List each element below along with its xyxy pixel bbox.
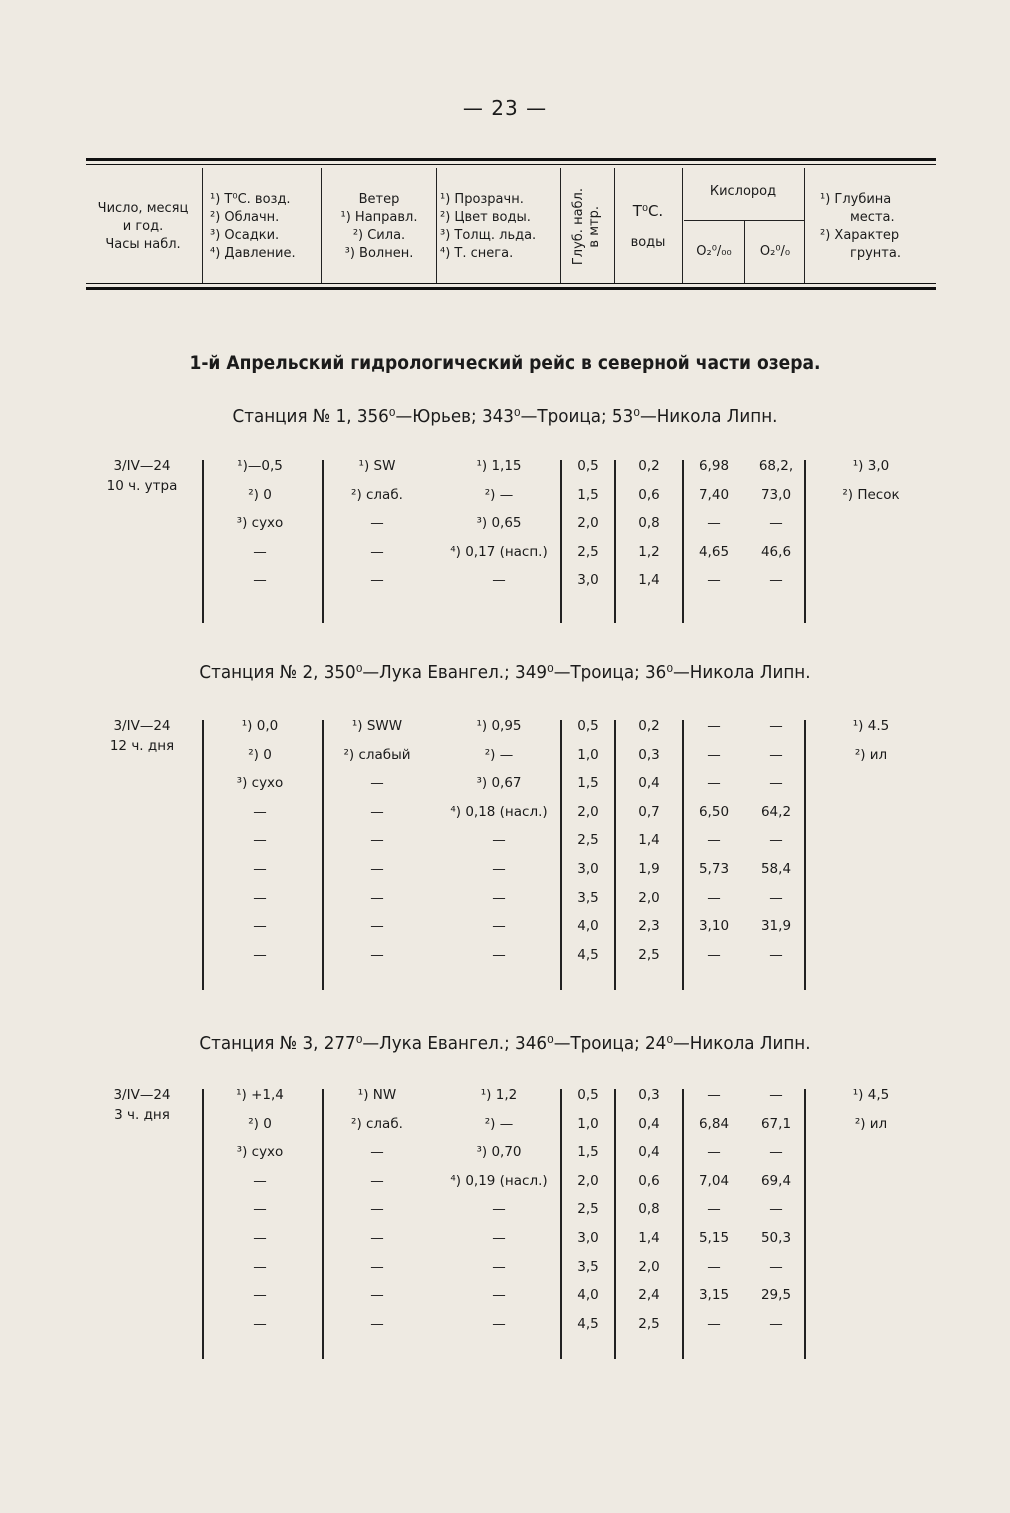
table-cell: ¹)—0,5 [237,458,283,474]
table-cell: — [769,889,783,906]
table-cell: — [492,946,506,963]
header-text: Число, месяц [97,201,189,216]
table-cell: — [492,832,506,849]
bottom-info: ¹) 4.5 [852,718,890,734]
table-cell: ³) сухо [236,1144,284,1161]
table-cell: — [492,889,506,906]
table-cell: — [253,803,267,820]
station-table-3 [86,1087,936,1359]
table-cell: 1,4 [638,1230,660,1246]
table-cell: 2,0 [577,1172,599,1189]
table-cell: ²) слаб. [351,1115,403,1132]
table-cell: — [370,889,384,906]
bottom-info: ²) ил [854,746,888,763]
table-cell: 2,5 [577,543,599,560]
table-cell: 0,6 [638,486,660,503]
header-text: ²) Сила. [352,228,406,243]
table-cell: ²) 0 [248,486,272,503]
header-weather [210,174,322,280]
table-cell: 2,5 [577,832,599,849]
table-cell: 50,3 [760,1230,792,1246]
header-oxygen-percent [746,224,804,280]
table-cell: — [707,746,721,763]
table-cell: 67,1 [760,1115,792,1132]
table-cell: ⁴) 0,18 (насл.) [450,803,548,820]
table-cell: 4,5 [577,946,599,963]
table-cell: 0,6 [638,1172,660,1189]
table-cell: ²) 0 [248,1115,272,1132]
table-cell: — [370,1230,384,1246]
table-cell: 0,4 [638,1115,660,1132]
table-cell: — [370,1258,384,1275]
table-cell: — [370,515,384,532]
table-cell: 0,7 [638,803,660,820]
table-header [86,168,936,283]
table-cell: — [370,775,384,792]
table-cell: — [253,1258,267,1275]
table-cell: 1,5 [577,1144,599,1161]
table-cell: 7,04 [698,1172,730,1189]
table-cell: ⁴) 0,17 (насп.) [450,543,548,560]
table-cell: — [492,1230,506,1246]
header-text: O₂⁰/₀₀ [696,244,732,259]
header-oxygen [684,182,802,202]
header-text: грунта. [850,246,901,261]
header-text: ⁴) Т. снега. [440,246,514,261]
header-text: T⁰C. [632,202,664,220]
observation-date: 3/IV—24 [113,718,171,734]
header-text: ⁴) Давление. [210,246,296,261]
table-cell: 68,2, [758,458,794,474]
header-text: ¹) T⁰C. возд. [210,192,291,207]
bottom-double-rule [86,287,936,290]
table-cell: 0,8 [638,515,660,532]
table-cell: 0,5 [577,458,599,474]
table-cell: 2,0 [638,1258,660,1275]
table-cell: — [492,572,506,589]
header-text: Кислород [709,184,777,199]
table-cell: — [769,1144,783,1161]
observation-time: 3 ч. дня [114,1107,170,1123]
table-cell: — [370,543,384,560]
table-cell: 1,0 [577,1115,599,1132]
table-cell: ¹) 1,2 [480,1087,518,1103]
table-cell: ²) — [484,1115,514,1132]
table-cell: — [707,1201,721,1218]
table-cell: ¹) NW [357,1087,397,1103]
header-text: ¹) Глубина [820,192,892,207]
table-cell: 6,50 [698,803,730,820]
table-cell: — [707,832,721,849]
bottom-thin-rule [86,283,936,284]
header-text: ³) Волнен. [344,246,414,261]
table-cell: — [253,889,267,906]
table-cell: ¹) 0,0 [241,718,279,734]
table-cell: 2,5 [577,1201,599,1218]
station-table-1 [86,458,936,623]
table-cell: 0,8 [638,1201,660,1218]
column-rule [682,460,684,623]
header-depth [562,174,612,280]
table-cell: — [370,1287,384,1304]
table-cell: 1,5 [577,486,599,503]
table-cell: 7,40 [698,486,730,503]
header-text: в мтр. [587,206,602,248]
table-cell: — [769,1258,783,1275]
table-cell: — [370,1201,384,1218]
header-text: Часы набл. [105,237,181,252]
table-cell: — [492,1315,506,1332]
table-cell: 1,0 [577,746,599,763]
table-cell: 2,0 [577,803,599,820]
table-cell: 2,3 [638,918,660,935]
table-cell: 1,4 [638,572,660,589]
header-text: Ветер [358,192,400,207]
header-transparency [440,174,560,280]
table-cell: 0,4 [638,775,660,792]
table-cell: ²) — [484,746,514,763]
page-number: — 23 — [462,96,548,120]
table-cell: 4,0 [577,918,599,935]
table-cell: — [492,861,506,877]
table-cell: — [707,946,721,963]
header-text: ²) Цвет воды. [440,210,531,225]
table-cell: — [370,946,384,963]
column-rule [202,460,204,623]
header-text: ¹) Прозрачн. [440,192,524,207]
header-text: ³) Толщ. льда. [440,228,537,243]
observation-time: 10 ч. утра [106,478,178,494]
table-cell: — [253,1201,267,1218]
table-cell: 3,0 [577,861,599,877]
table-cell: 1,9 [638,861,660,877]
station-heading-1: Станция № 1, 356⁰—Юрьев; 343⁰—Троица; 53⁰—Никола Липн. [232,406,778,427]
table-cell: — [769,718,783,734]
table-cell: 3,5 [577,1258,599,1275]
table-cell: 2,0 [638,889,660,906]
table-cell: — [769,515,783,532]
table-cell: 69,4 [760,1172,792,1189]
table-cell: 1,5 [577,775,599,792]
table-cell: — [707,1315,721,1332]
table-cell: — [769,746,783,763]
table-cell: — [370,572,384,589]
table-cell: — [370,803,384,820]
table-cell: 31,9 [760,918,792,935]
header-water-temp [616,174,680,280]
table-cell: ¹) SWW [351,718,403,734]
table-cell: — [707,572,721,589]
table-cell: — [769,775,783,792]
table-cell: — [253,946,267,963]
table-cell: ³) 0,67 [476,775,522,792]
station-heading-2: Станция № 2, 350⁰—Лука Евангел.; 349⁰—Троица; 36⁰—Никола Липн. [199,662,811,683]
table-cell: ³) 0,65 [476,515,522,532]
table-cell: 6,98 [698,458,730,474]
table-cell: 1,4 [638,832,660,849]
table-cell: — [769,1315,783,1332]
table-cell: — [253,1287,267,1304]
table-cell: 3,0 [577,572,599,589]
table-cell: — [492,1287,506,1304]
table-cell: 5,15 [698,1230,730,1246]
table-cell: 6,84 [698,1115,730,1132]
table-cell: ¹) +1,4 [236,1087,284,1103]
table-cell: — [769,1087,783,1103]
table-cell: 2,0 [577,515,599,532]
table-cell: 4,5 [577,1315,599,1332]
table-cell: — [707,1258,721,1275]
table-cell: ³) сухо [236,775,284,792]
table-cell: — [769,572,783,589]
top-thin-rule [86,164,936,165]
table-cell: — [370,1172,384,1189]
table-cell: 0,5 [577,718,599,734]
table-cell: — [707,515,721,532]
table-cell: ²) — [484,486,514,503]
header-text: O₂⁰/₀ [759,244,791,259]
bottom-info: ²) ил [854,1115,888,1132]
table-cell: 0,2 [638,458,660,474]
header-date [86,174,200,280]
table-cell: — [707,1144,721,1161]
header-text: ³) Осадки. [210,228,280,243]
table-cell: — [707,889,721,906]
table-cell: 0,3 [638,1087,660,1103]
table-cell: ¹) SW [358,458,396,474]
column-rule [560,460,562,623]
table-cell: 4,0 [577,1287,599,1304]
table-cell: — [370,832,384,849]
table-cell: ³) 0,70 [476,1144,522,1161]
table-cell: — [769,1201,783,1218]
table-cell: 0,3 [638,746,660,763]
table-cell: 2,4 [638,1287,660,1304]
table-cell: ¹) 0,95 [476,718,522,734]
table-cell: — [253,1315,267,1332]
table-cell: 0,5 [577,1087,599,1103]
header-text: воды [630,235,666,250]
table-cell: 2,5 [638,1315,660,1332]
table-cell: 1,2 [638,543,660,560]
header-oxygen-permille [684,224,744,280]
table-cell: 0,4 [638,1144,660,1161]
table-cell: — [492,1201,506,1218]
table-cell: ⁴) 0,19 (насл.) [450,1172,548,1189]
table-cell: — [253,861,267,877]
bottom-info: ¹) 4,5 [852,1087,890,1103]
table-cell: 2,5 [638,946,660,963]
table-cell: 3,0 [577,1230,599,1246]
table-cell: 3,5 [577,889,599,906]
table-cell: 64,2 [760,803,792,820]
observation-date: 3/IV—24 [113,1087,171,1103]
table-cell: — [492,918,506,935]
table-cell: ²) слаб. [351,486,403,503]
table-cell: 3,15 [698,1287,730,1304]
table-cell: — [492,1258,506,1275]
table-cell: — [253,1230,267,1246]
table-cell: — [370,918,384,935]
table-cell: 0,2 [638,718,660,734]
header-wind [322,174,436,280]
observation-time: 12 ч. дня [109,738,175,754]
column-rule [322,460,324,623]
bottom-info: ¹) 3,0 [852,458,890,474]
table-cell: — [253,1172,267,1189]
table-cell: — [253,832,267,849]
table-cell: 73,0 [760,486,792,503]
table-cell: ³) сухо [236,515,284,532]
observation-date: 3/IV—24 [113,458,171,474]
section-title: 1-й Апрельский гидрологический рейс в северной части озера. [189,352,821,374]
column-rule [804,460,806,623]
header-text: ²) Облачн. [210,210,280,225]
table-cell: 58,4 [760,861,792,877]
table-cell: — [370,1144,384,1161]
header-text: ¹) Направл. [340,210,418,225]
header-bottom [820,174,934,280]
header-text: места. [850,210,895,225]
top-double-rule [86,158,936,161]
table-cell: — [769,946,783,963]
table-cell: — [253,543,267,560]
table-cell: 5,73 [698,861,730,877]
table-cell: — [370,1315,384,1332]
table-cell: — [370,861,384,877]
table-cell: 29,5 [760,1287,792,1304]
table-cell: — [253,918,267,935]
table-cell: ¹) 1,15 [476,458,522,474]
table-cell: — [707,1087,721,1103]
header-text: и год. [122,219,164,234]
table-cell: 3,10 [698,918,730,935]
header-text: Глуб. набл. [571,188,586,266]
station-heading-3: Станция № 3, 277⁰—Лука Евангел.; 346⁰—Троица; 24⁰—Никола Липн. [199,1033,811,1054]
table-cell: 46,6 [760,543,792,560]
table-cell: ²) 0 [248,746,272,763]
column-rule [614,460,616,623]
table-cell: — [253,572,267,589]
header-text: ²) Характер [820,228,900,243]
station-table-2 [86,718,936,990]
table-cell: ²) слабый [343,746,411,763]
table-cell: 4,65 [698,543,730,560]
table-cell: — [769,832,783,849]
table-cell: — [707,718,721,734]
bottom-info: ²) Песок [842,486,900,503]
table-cell: — [707,775,721,792]
